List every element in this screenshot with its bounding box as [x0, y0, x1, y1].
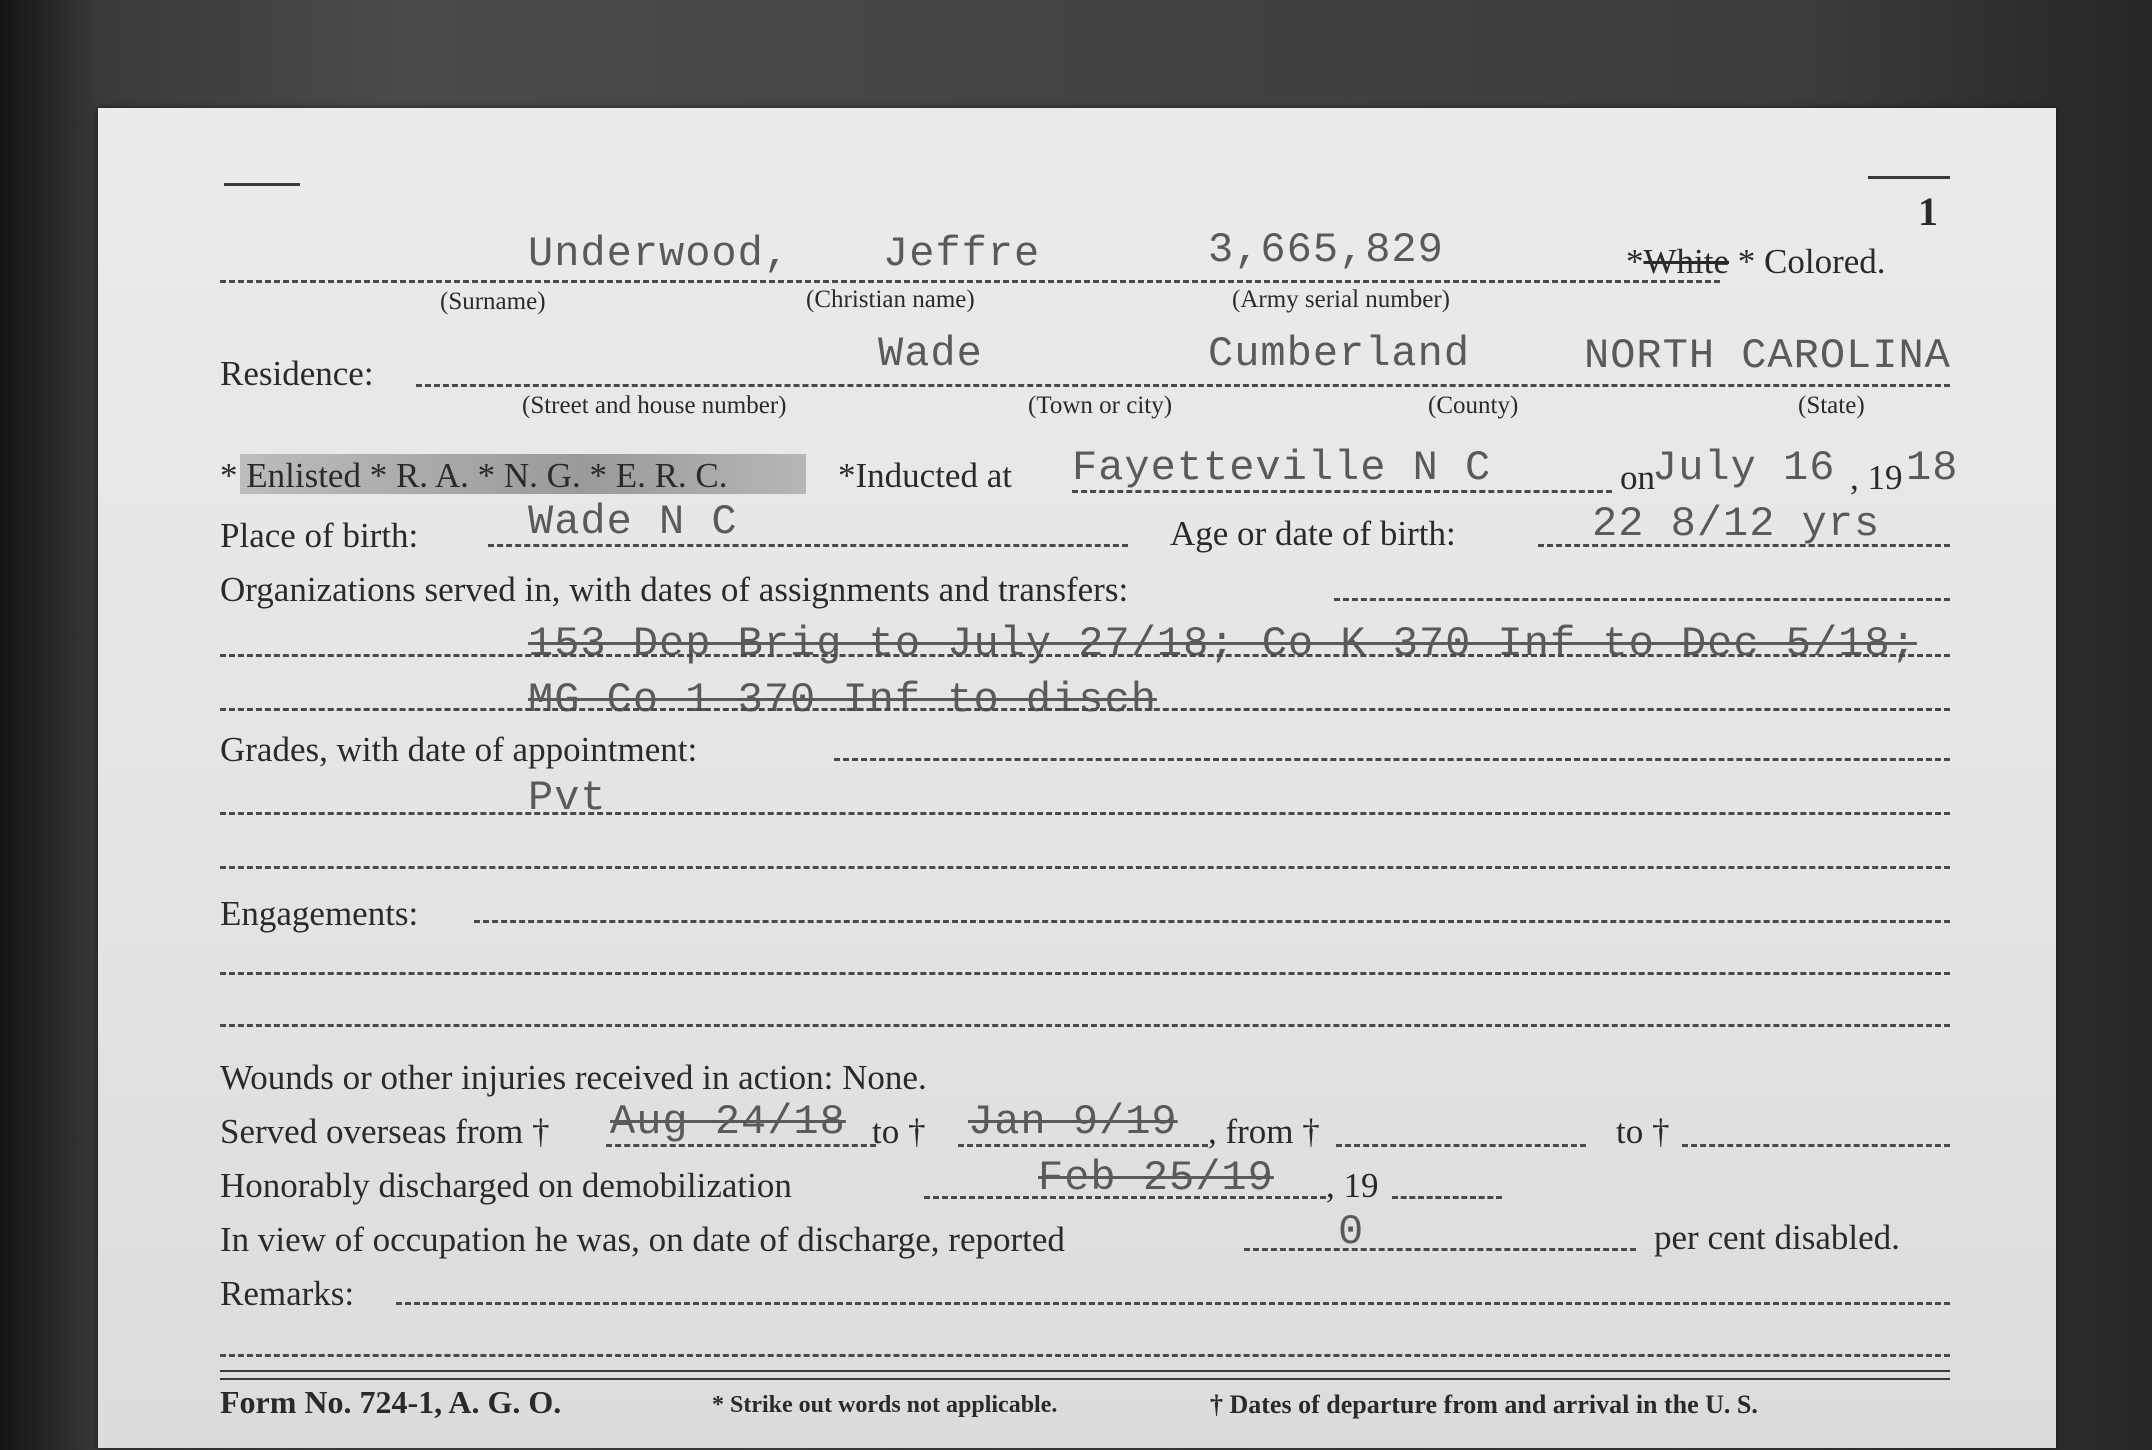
line-engagements-1	[220, 972, 1950, 975]
serial-number-caption: (Army serial number)	[1232, 286, 1450, 313]
strike-note: * Strike out words not applicable.	[712, 1392, 1058, 1418]
line-overseas-from-2	[1336, 1144, 1586, 1147]
town-caption: (Town or city)	[1028, 392, 1173, 419]
birthplace-value: Wade N C	[528, 498, 738, 546]
line-discharge-year	[1392, 1196, 1502, 1199]
top-right-rule	[1868, 176, 1950, 179]
line-remarks-2	[220, 1354, 1950, 1357]
age-label: Age or date of birth:	[1170, 514, 1456, 553]
line-birthplace	[488, 544, 1128, 547]
surname-value: Underwood,	[528, 230, 791, 278]
line-grades-head	[834, 758, 1950, 761]
line-age	[1538, 544, 1950, 547]
line-discharge	[924, 1196, 1326, 1199]
residence-label: Residence:	[220, 354, 374, 393]
serial-number-value: 3,665,829	[1208, 226, 1444, 274]
line-name	[220, 280, 1720, 283]
discharge-label: Honorably discharged on demobilization	[220, 1166, 792, 1205]
overseas-to-value: Jan 9/19	[968, 1098, 1178, 1146]
line-grades-2	[220, 866, 1950, 869]
line-engagements-head	[474, 920, 1950, 923]
line-organizations-2	[220, 708, 1950, 711]
inducted-date-value: July 16	[1652, 444, 1836, 492]
age-value: 22 8/12 yrs	[1592, 500, 1881, 548]
surname-caption: (Surname)	[440, 288, 546, 315]
christian-name-value: Jeffre	[883, 230, 1041, 278]
form-number: Form No. 724-1, A. G. O.	[220, 1384, 562, 1420]
service-record-card	[98, 108, 2056, 1448]
footer-rule-2	[220, 1378, 1950, 1380]
organizations-line-1: 153 Dep Brig to July 27/18; Co K 370 Inf to Dec 5/18;	[528, 620, 1917, 668]
discharge-year-prefix: , 19	[1326, 1166, 1379, 1205]
grades-label: Grades, with date of appointment:	[220, 730, 698, 769]
state-caption: (State)	[1798, 392, 1865, 419]
top-left-rule	[224, 183, 300, 186]
inducted-year-value: 18	[1906, 444, 1959, 492]
line-organizations-1	[220, 654, 1950, 657]
disability-label: In view of occupation he was, on date of discharge, reported	[220, 1220, 1065, 1259]
line-remarks-1	[396, 1302, 1950, 1305]
line-overseas-to-2	[1682, 1144, 1950, 1147]
colored-option: Colored.	[1764, 242, 1886, 281]
line-overseas-to-1	[958, 1144, 1208, 1147]
year-prefix: , 19	[1850, 458, 1903, 497]
disability-value: 0	[1338, 1208, 1365, 1256]
line-grades-1	[220, 812, 1950, 815]
to-label-1: to †	[872, 1112, 926, 1151]
county-caption: (County)	[1428, 392, 1519, 419]
inducted-place-value: Fayetteville N C	[1072, 444, 1492, 492]
remarks-label: Remarks:	[220, 1274, 355, 1313]
county-value: Cumberland	[1208, 330, 1471, 378]
from-label-2: , from †	[1208, 1112, 1320, 1151]
wounds-label: Wounds or other injuries received in action: None.	[220, 1058, 927, 1097]
engagements-label: Engagements:	[220, 894, 419, 933]
per-cent-disabled-label: per cent disabled.	[1654, 1218, 1900, 1257]
christian-name-caption: (Christian name)	[806, 286, 975, 313]
enlistment-options: * Enlisted * R. A. * N. G. * E. R. C.	[220, 456, 728, 495]
line-engagements-2	[220, 1024, 1950, 1027]
race-options: *White * Colored.	[1626, 242, 1886, 281]
line-disability	[1244, 1248, 1636, 1251]
footer-rule-1	[220, 1370, 1950, 1372]
white-option-struck: White	[1643, 242, 1730, 281]
state-value: NORTH CAROLINA	[1584, 332, 1951, 380]
birthplace-label: Place of birth:	[220, 516, 419, 555]
line-organizations-head	[1334, 598, 1950, 601]
line-overseas-from-1	[606, 1144, 876, 1147]
on-label: on	[1620, 458, 1655, 497]
line-inducted-place	[1072, 490, 1612, 493]
line-residence	[416, 384, 1950, 387]
dates-note: † Dates of departure from and arrival in the U. S.	[1210, 1390, 1758, 1419]
to-label-2: to †	[1616, 1112, 1670, 1151]
overseas-from-value: Aug 24/18	[610, 1098, 846, 1146]
inducted-label: *Inducted at	[838, 456, 1012, 495]
organizations-line-2: MG Co 1 370 Inf to disch	[528, 676, 1157, 724]
street-caption: (Street and house number)	[522, 392, 787, 419]
card-number: 1	[1918, 189, 1938, 234]
grade-value: Pvt	[528, 774, 607, 822]
organizations-label: Organizations served in, with dates of assignments and transfers:	[220, 570, 1129, 609]
overseas-from-label: Served overseas from †	[220, 1112, 550, 1151]
discharge-date-value: Feb 25/19	[1038, 1154, 1274, 1202]
town-value: Wade	[878, 330, 983, 378]
